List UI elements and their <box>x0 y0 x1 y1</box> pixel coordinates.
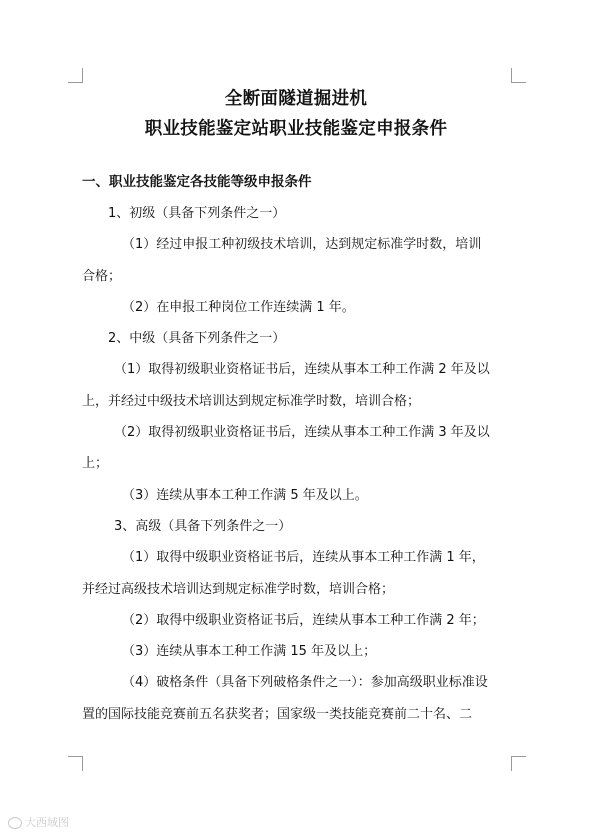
intermediate-item-3: （3）连续从事本工种工作满 5 年及以上。 <box>122 487 368 503</box>
watermark <box>8 814 69 830</box>
level-heading-junior: 1、初级（具备下列条件之一） <box>108 206 286 221</box>
junior-item-2: （2）在申报工种岗位工作连续满 1 年。 <box>122 299 355 315</box>
document-body <box>82 84 510 730</box>
section-heading: 一、职业技能鉴定各技能等级申报条件 <box>82 174 312 190</box>
senior-item-1-line-1: （1）取得中级职业资格证书后，连续从事本工种工作满 1 年， <box>122 550 485 566</box>
page-corner-mark-top-right <box>511 68 526 83</box>
senior-item-3: （3）连续从事本工种工作满 15 年及以上； <box>122 644 377 660</box>
intermediate-item-1-line-1: （1）取得初级职业资格证书后，连续从事本工种工作满 2 年及以 <box>114 362 490 378</box>
intermediate-item-2-line-2: 上； <box>82 456 109 472</box>
document-title-line-2: 职业技能鉴定站职业技能鉴定申报条件 <box>144 119 448 139</box>
page-corner-mark-bottom-left <box>68 756 83 771</box>
page-corner-mark-top-left <box>68 68 83 83</box>
watermark-logo-icon <box>8 817 22 829</box>
watermark-text: 大西域图 <box>25 816 69 829</box>
junior-item-1-line-2: 合格； <box>82 268 122 284</box>
level-heading-senior: 3、高级（具备下列条件之一） <box>114 518 292 534</box>
level-heading-intermediate: 2、中级（具备下列条件之一） <box>108 331 286 347</box>
document-title-line-1: 全断面隧道掘进机 <box>224 89 368 109</box>
senior-item-4-line-2: 置的国际技能竞赛前五名获奖者；国家级一类技能竞赛前二十名、二 <box>82 706 473 722</box>
senior-item-4-line-1: （4）破格条件（具备下列破格条件之一）：参加高级职业标准设 <box>122 675 488 691</box>
senior-item-2: （2）取得中级职业资格证书后，连续从事本工种工作满 2 年； <box>122 612 485 628</box>
intermediate-item-1-line-2: 上，并经过中级技术培训达到规定标准学时数，培训合格； <box>82 393 421 409</box>
page-corner-mark-bottom-right <box>511 756 526 771</box>
junior-item-1-line-1: （1）经过申报工种初级技术培训，达到规定标准学时数，培训 <box>122 237 482 253</box>
senior-item-1-line-2: 并经过高级技术培训达到规定标准学时数，培训合格； <box>82 581 395 597</box>
intermediate-item-2-line-1: （2）取得初级职业资格证书后，连续从事本工种工作满 3 年及以 <box>114 425 490 441</box>
